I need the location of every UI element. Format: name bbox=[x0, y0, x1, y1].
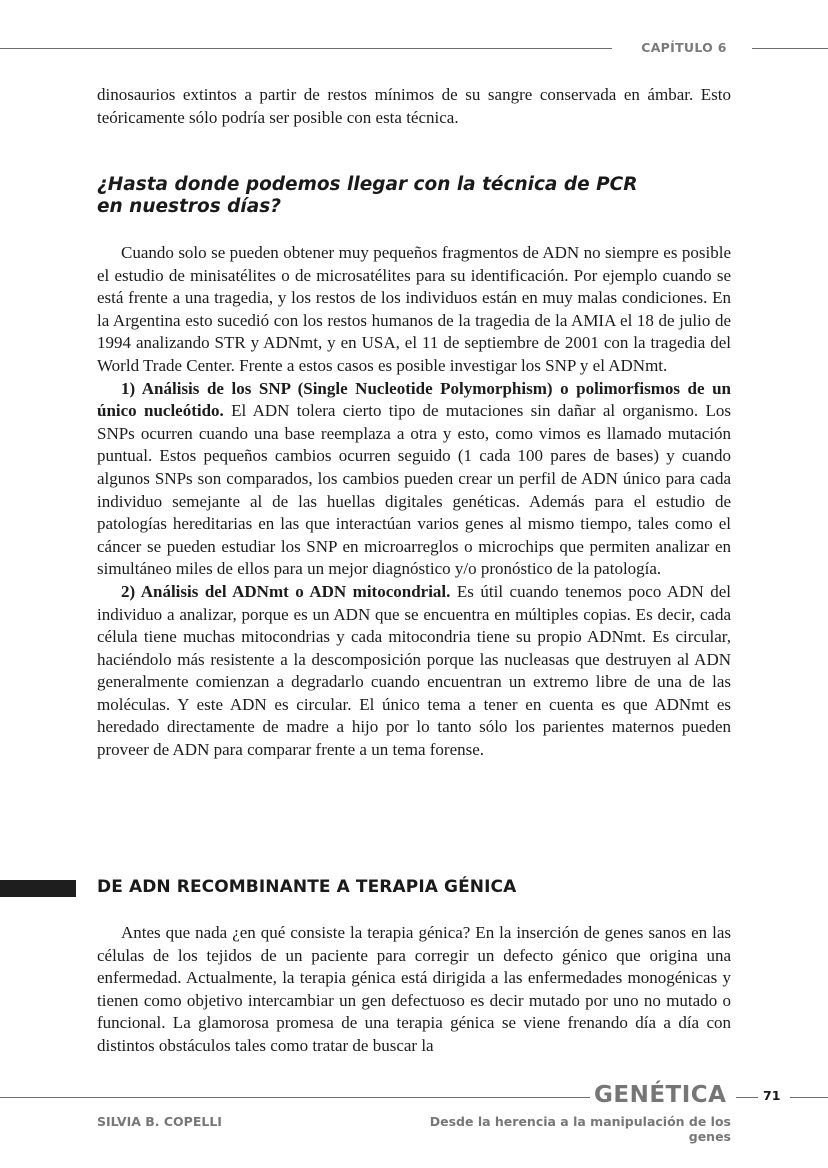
footer-rule-left bbox=[0, 1097, 590, 1098]
snp-heading: 1) Análisis de los SNP (Single Nucleotide Polymorphism) o polimorfismos de un único nucleótido. bbox=[97, 378, 731, 421]
footer-rule-right bbox=[790, 1097, 828, 1098]
paragraph-pcr-limits: Cuando solo se pueden obtener muy pequeños fragmentos de ADN no siempre es posible el estudio de minisatélites o de microsatélites para su identificación. Por ejemplo cuando se está frente a una tragedia, y los restos de los individuos están en muy malas condiciones. En la Argentina esto sucedió con los restos humanos de la tragedia de la AMIA el 18 de julio de 1994 analizando STR y ADNmt, y en USA, el 11 de septiembre de 2001 con la tragedia del World Trade Center. Frente a estos casos es posible investigar los SNP y el ADNmt. bbox=[97, 243, 731, 375]
chapter-label: CAPÍTULO 6 bbox=[641, 40, 727, 55]
paragraph-snp bbox=[97, 378, 731, 581]
header-rule-left bbox=[0, 48, 612, 49]
paragraph-adnmt bbox=[97, 581, 731, 762]
adnmt-text: Es útil cuando tenemos poco ADN del individuo a analizar, porque es un ADN que se encuentra en múltiples copias. Es decir, cada célula tiene muchas mitocondrias y cada mitocondria tiene su propio ADNmt. Es circular, haciéndolo más resistente a la descomposición porque las nucleasas que destruyen al ADN generalmente comienzan a degradarlo cuando encuentran un extremo libre de una de las moléculas. Y este ADN es circular. El único tema a tener en cuenta es que ADNmt es heredado directamente de madre a hijo por lo tanto sólo los parientes maternos pueden proveer de ADN para comparar frente a un tema forense. bbox=[97, 581, 731, 760]
footer-rule-mid bbox=[736, 1097, 758, 1098]
adnmt-heading: 2) Análisis del ADNmt o ADN mitocondrial. bbox=[121, 581, 451, 601]
book-title: GENÉTICA bbox=[594, 1082, 727, 1108]
section-marker-bar bbox=[0, 880, 76, 897]
author-name: SILVIA B. COPELLI bbox=[97, 1114, 222, 1129]
section-body bbox=[97, 922, 731, 1058]
snp-text: El ADN tolera cierto tipo de mutaciones sin dañar al organismo. Los SNPs ocurren cuando una base reemplaza a otra y esto, como vimos es llamado mutación puntual. Estos pequeños cambios ocurren seguido (1 cada 100 pares de bases) y cuando algunos SNPs son comparados, los cambios pueden crear un perfil de ADN único para cada individuo semejante al de las huellas digitales genéticas. Además para el estudio de patologías hereditarias en las que interactúan varios genes al mismo tiempo, tales como el cáncer se pueden estudiar los SNP en microarreglos o microchips que permiten analizar en simultáneo miles de ellos para un mejor diagnóstico y/o pronóstico de la patología. bbox=[97, 401, 731, 579]
intro-paragraph bbox=[97, 84, 731, 129]
subsection-body bbox=[97, 242, 731, 762]
page-number: 71 bbox=[763, 1088, 781, 1103]
section-title: DE ADN RECOMBINANTE A TERAPIA GÉNICA bbox=[97, 877, 517, 897]
intro-text: dinosaurios extintos a partir de restos mínimos de su sangre conservada en ámbar. Esto teóricamente sólo podría ser posible con esta técnica. bbox=[97, 85, 731, 127]
subsection-title: ¿Hasta donde podemos llegar con la técnica de PCR en nuestros días? bbox=[97, 174, 638, 217]
paragraph-gene-therapy: Antes que nada ¿en qué consiste la terapia génica? En la inserción de genes sanos en las células de los tejidos de un paciente para corregir un defecto génico que origina una enfermedad. Actualmente, la terapia génica está dirigida a las enfermedades monogénicas y tienen como objetivo intercambiar un gen defectuoso es decir mutado por uno no mutado o funcional. La glamorosa promesa de una terapia génica se viene frenando día a día con distintos obstáculos tales como tratar de buscar la bbox=[97, 923, 731, 1055]
book-subtitle: Desde la herencia a la manipulación de los genes bbox=[429, 1114, 731, 1144]
header-rule-right bbox=[752, 48, 828, 49]
